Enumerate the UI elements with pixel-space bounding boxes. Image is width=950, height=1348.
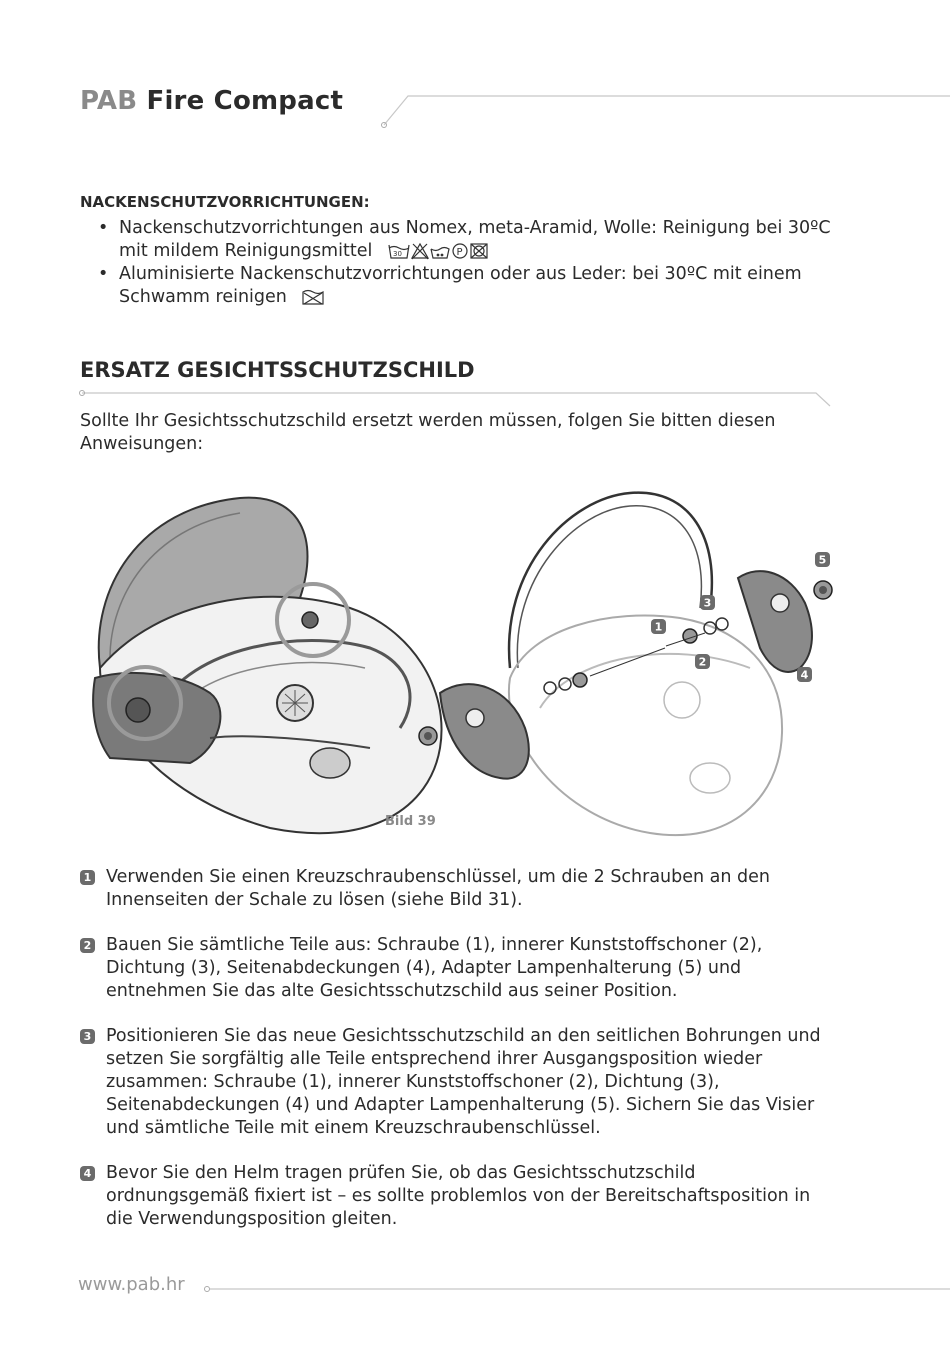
part-label-3 [700,595,715,610]
tumble-dry-icon [431,248,449,259]
helmet-right-illustration [419,493,832,835]
figure-caption: Bild 39 [385,814,436,829]
instruction-steps [80,866,840,1253]
helmet-figure [70,478,850,858]
svg-text:30: 30 [392,250,402,258]
part-label-4 [797,667,812,682]
bullet-dot: • [98,264,109,284]
part-label-1 [651,619,666,634]
list-item [80,934,840,1003]
care-symbols [388,242,490,260]
brand-name: PAB [80,86,138,116]
step-number-badge: 4 [80,1166,95,1181]
neck-bullet-list [80,217,840,309]
section-intro: Sollte Ihr Gesichtsschutzschild ersetzt werden müssen, folgen Sie bitten diesen Anweisungen: [80,411,776,454]
list-item [80,1162,840,1231]
no-tumble-icon [471,244,487,258]
step-number-badge: 2 [80,938,95,953]
step-number-badge: 1 [80,870,95,885]
list-item [80,866,840,912]
section-title: ERSATZ GESICHTSSCHUTZSCHILD [80,358,475,382]
wash-30-icon [389,245,409,258]
svg-text:1: 1 [654,620,663,634]
product-name: Fire Compact [146,86,344,116]
list-item [80,1025,840,1140]
bullet-dot: • [98,218,109,238]
part-label-2 [695,654,710,669]
brand-title [80,86,343,116]
svg-text:2: 2 [698,655,707,669]
neck-heading: NACKENSCHUTZVORRICHTUNGEN: [80,193,370,211]
no-bleach-icon [412,244,428,259]
svg-text:P: P [456,247,463,258]
step-number-badge: 3 [80,1029,95,1044]
footer-website-link[interactable]: www.pab.hr [78,1274,185,1295]
svg-text:5: 5 [818,553,827,567]
step-text: Positionieren Sie das neue Gesichtsschutzschild an den seitlichen Bohrungen und setzen Sie sorgfältig alle Teile entsprechend ihrer Ausgangsposition wieder zusammen: Schraube (1), innerer Kunststoffschoner (2), Dichtung (3), Seitenabdeckungen (4) und Adapter Lampenhalterung (5). Sichern Sie das Visier und sämtliche Teile mit einem Kreuzschraubenschlüssel. [106,1026,821,1138]
neck-item-text: Nackenschutzvorrichtungen aus Nomex, meta-Aramid, Wolle: Reinigung bei 30ºC mit mildem Reinigungsmittel [119,218,831,261]
dry-clean-p-icon [453,244,467,258]
list-item [80,217,840,263]
care-symbols [302,288,324,306]
step-text: Verwenden Sie einen Kreuzschraubenschlüssel, um die 2 Schrauben an den Innenseiten der Schale zu lösen (siehe Bild 31). [106,867,771,910]
list-item [80,263,840,309]
neck-item-text: Aluminisierte Nackenschutzvorrichtungen oder aus Leder: bei 30ºC mit einem Schwamm reinigen [119,264,802,307]
svg-text:4: 4 [800,668,809,682]
part-label-5 [815,552,830,567]
helmet-left-illustration [93,498,441,834]
no-tumble-icon [303,291,323,305]
svg-text:3: 3 [703,596,712,610]
step-text: Bevor Sie den Helm tragen prüfen Sie, ob das Gesichtsschutzschild ordnungsgemäß fixiert ist – es sollte problemlos von der Bereitschaftsposition in die Verwendungsposition gleiten. [106,1163,811,1229]
step-text: Bauen Sie sämtliche Teile aus: Schraube (1), innerer Kunststoffschoner (2), Dichtung (3), Seitenabdeckungen (4), Adapter Lampenhalterung (5) und entnehmen Sie das alte Gesichtsschutzschild aus seiner Position. [106,935,763,1001]
